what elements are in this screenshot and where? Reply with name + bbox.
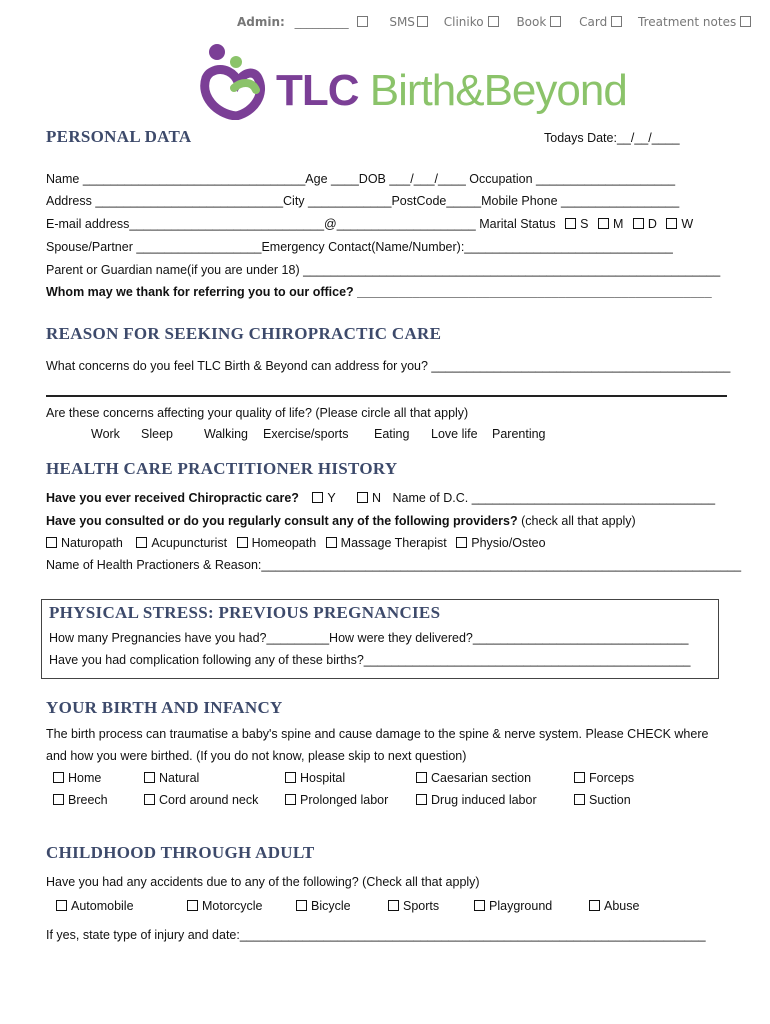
section-divider [46, 395, 727, 397]
quality-option-walking[interactable]: Walking [204, 427, 248, 441]
bicycle-label: Bicycle [311, 899, 351, 913]
quality-option-parenting[interactable]: Parenting [492, 427, 546, 441]
drug-induced-checkbox[interactable] [416, 794, 427, 805]
physio-osteo-checkbox[interactable] [456, 537, 467, 548]
email-field[interactable]: E-mail address____________________________@____________________ Marital Status [46, 217, 556, 231]
marital-m-label: M [612, 217, 624, 231]
email-marital-line [46, 217, 693, 231]
birth-option-home [53, 771, 101, 785]
admin-item-book: Book [516, 15, 547, 29]
practitioner-names-field[interactable]: Name of Health Practioners & Reason:_____________________________________________________________________ [46, 558, 742, 572]
guardian-line[interactable]: Parent or Guardian name(if you are under 18) ____________________________________________________________ [46, 263, 721, 277]
massage-therapist-checkbox[interactable] [326, 537, 337, 548]
motorcycle-label: Motorcycle [202, 899, 263, 913]
complications-line[interactable]: Have you had complication following any of these births?_______________________________________________ [49, 653, 691, 667]
forceps-label: Forceps [589, 771, 635, 785]
admin-bar [237, 15, 755, 29]
playground-label: Playground [489, 899, 553, 913]
accidents-question: Have you had any accidents due to any of the following? (Check all that apply) [46, 875, 480, 889]
personal-data-heading: PERSONAL DATA [46, 127, 192, 146]
logo [196, 42, 627, 122]
brand-tlc: TLC [276, 66, 359, 115]
todays-date-field[interactable]: Todays Date:__/__/____ [544, 131, 680, 145]
birth-text-2: and how you were birthed. (If you do not know, please skip to next question) [46, 749, 467, 763]
home-label: Home [68, 771, 102, 785]
prolonged-label: Prolonged labor [300, 793, 389, 807]
forceps-checkbox[interactable] [574, 772, 585, 783]
birth-text-1: The birth process can traumatise a baby's spine and cause damage to the spine & nerve system. Please CHECK where [46, 727, 709, 741]
birth-option-hospital [285, 771, 345, 785]
admin-item-treatment-notes: Treatment notes [638, 15, 737, 29]
pregnancies-heading: PHYSICAL STRESS: PREVIOUS PREGNANCIES [49, 603, 441, 622]
breech-label: Breech [68, 793, 108, 807]
hospital-checkbox[interactable] [285, 772, 296, 783]
birth-option-drug-induced [416, 793, 537, 807]
motorcycle-checkbox[interactable] [187, 900, 198, 911]
concerns-question[interactable]: What concerns do you feel TLC Birth & Beyond can address for you? ___________________________________________ [46, 359, 731, 373]
abuse-checkbox[interactable] [589, 900, 600, 911]
name-age-dob-line[interactable]: Name ________________________________Age ____DOB ___/___/____ Occupation ____________________ [46, 172, 676, 186]
accident-sports [388, 899, 439, 913]
quality-option-eating[interactable]: Eating [374, 427, 410, 441]
chiro-no-label: N [372, 491, 382, 505]
accident-playground [474, 899, 552, 913]
homeopath-checkbox[interactable] [237, 537, 248, 548]
admin-checkbox[interactable] [357, 16, 368, 27]
birth-option-suction [574, 793, 631, 807]
accident-motorcycle [187, 899, 262, 913]
chiro-care-line [46, 491, 715, 505]
childhood-heading: CHILDHOOD THROUGH ADULT [46, 843, 315, 862]
providers-question-line [46, 514, 636, 528]
admin-blank: _________ [294, 15, 349, 29]
abuse-label: Abuse [604, 899, 640, 913]
homeopath-label: Homeopath [251, 536, 317, 550]
quality-option-exercise[interactable]: Exercise/sports [263, 427, 349, 441]
providers-note: (check all that apply) [521, 514, 636, 528]
address-line[interactable]: Address ___________________________City ____________PostCode_____Mobile Phone _________________ [46, 194, 680, 208]
marital-d-label: D [647, 217, 657, 231]
injury-field[interactable]: If yes, state type of injury and date:___________________________________________________________________ [46, 928, 706, 942]
chiro-care-question: Have you ever received Chiropractic care? [46, 491, 299, 505]
hospital-label: Hospital [300, 771, 346, 785]
bicycle-checkbox[interactable] [296, 900, 307, 911]
cord-label: Cord around neck [159, 793, 259, 807]
sports-checkbox[interactable] [388, 900, 399, 911]
breech-checkbox[interactable] [53, 794, 64, 805]
quality-option-sleep[interactable]: Sleep [141, 427, 173, 441]
birth-option-forceps [574, 771, 634, 785]
admin-label: Admin: [237, 15, 285, 29]
cord-checkbox[interactable] [144, 794, 155, 805]
acupuncturist-label: Acupuncturist [151, 536, 228, 550]
sms-checkbox[interactable] [417, 16, 428, 27]
naturopath-checkbox[interactable] [46, 537, 57, 548]
accident-automobile [56, 899, 134, 913]
marital-w-checkbox[interactable] [666, 218, 677, 229]
chiro-no-checkbox[interactable] [357, 492, 368, 503]
admin-item-sms: SMS [389, 15, 415, 29]
natural-checkbox[interactable] [144, 772, 155, 783]
chiro-yes-checkbox[interactable] [312, 492, 323, 503]
chiro-yes-label: Y [327, 491, 336, 505]
acupuncturist-checkbox[interactable] [136, 537, 147, 548]
birth-option-natural [144, 771, 199, 785]
treatment-notes-checkbox[interactable] [740, 16, 751, 27]
spouse-emergency-line[interactable]: Spouse/Partner __________________Emergency Contact(Name/Number):______________________________ [46, 240, 673, 254]
sports-label: Sports [403, 899, 440, 913]
cliniko-checkbox[interactable] [488, 16, 499, 27]
massage-therapist-label: Massage Therapist [340, 536, 447, 550]
card-checkbox[interactable] [611, 16, 622, 27]
brand-name [276, 66, 627, 116]
admin-item-card: Card [579, 15, 608, 29]
reason-heading: REASON FOR SEEKING CHIROPRACTIC CARE [46, 324, 442, 343]
automobile-checkbox[interactable] [56, 900, 67, 911]
admin-item-cliniko: Cliniko [443, 15, 484, 29]
prolonged-checkbox[interactable] [285, 794, 296, 805]
birth-option-caesarian [416, 771, 531, 785]
home-checkbox[interactable] [53, 772, 64, 783]
quality-question: Are these concerns affecting your quality of life? (Please circle all that apply) [46, 406, 469, 420]
marital-s-checkbox[interactable] [565, 218, 576, 229]
physio-osteo-label: Physio/Osteo [471, 536, 546, 550]
referral-line[interactable]: Whom may we thank for referring you to our office? ___________________________________________________ [46, 285, 712, 299]
drug-induced-label: Drug induced labor [431, 793, 537, 807]
accident-bicycle [296, 899, 351, 913]
birth-option-prolonged [285, 793, 388, 807]
heart-logo-icon [196, 42, 271, 120]
marital-s-label: S [580, 217, 589, 231]
caesarian-label: Caesarian section [431, 771, 532, 785]
marital-m-checkbox[interactable] [598, 218, 609, 229]
suction-label: Suction [589, 793, 631, 807]
natural-label: Natural [159, 771, 200, 785]
pregnancies-count-line[interactable]: How many Pregnancies have you had?_________How were they delivered?_______________________________ [49, 631, 689, 645]
quality-option-love-life[interactable]: Love life [431, 427, 478, 441]
marital-d-checkbox[interactable] [633, 218, 644, 229]
brand-birth-beyond: Birth&Beyond [369, 66, 627, 115]
suction-checkbox[interactable] [574, 794, 585, 805]
providers-question: Have you consulted or do you regularly consult any of the following providers? [46, 514, 518, 528]
accident-abuse [589, 899, 639, 913]
quality-option-work[interactable]: Work [91, 427, 120, 441]
book-checkbox[interactable] [550, 16, 561, 27]
marital-w-label: W [681, 217, 694, 231]
naturopath-label: Naturopath [61, 536, 123, 550]
birth-option-cord [144, 793, 258, 807]
caesarian-checkbox[interactable] [416, 772, 427, 783]
providers-options [46, 536, 546, 550]
playground-checkbox[interactable] [474, 900, 485, 911]
birth-heading: YOUR BIRTH AND INFANCY [46, 698, 283, 717]
birth-option-breech [53, 793, 108, 807]
practitioner-heading: HEALTH CARE PRACTITIONER HISTORY [46, 459, 398, 478]
automobile-label: Automobile [71, 899, 134, 913]
dc-name-field[interactable]: Name of D.C. ___________________________________ [392, 491, 716, 505]
